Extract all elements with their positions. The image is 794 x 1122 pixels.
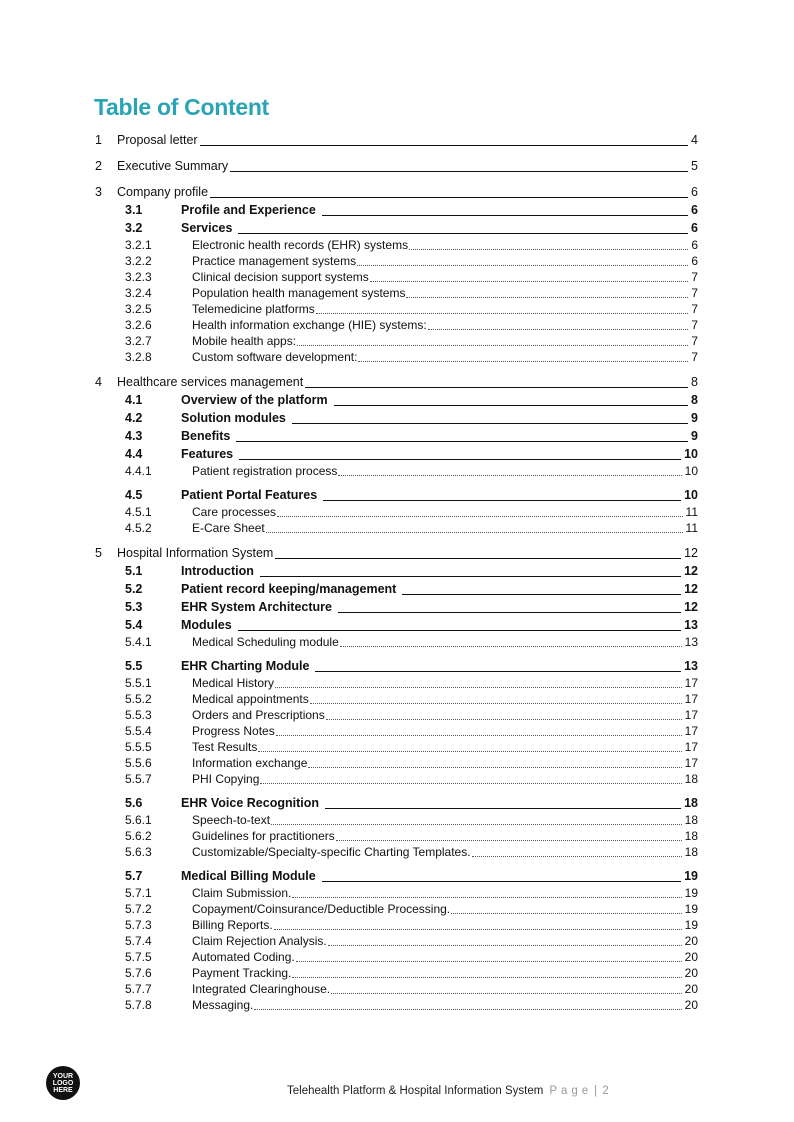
toc-entry-number: 5.7.2 (125, 902, 152, 916)
toc-entry-title: Modules (181, 618, 232, 632)
toc-entry-number: 4.2 (125, 411, 143, 425)
toc-entry-number: 5.4 (125, 618, 143, 632)
toc-entry-page: 6 (691, 254, 698, 268)
footer-page-number: 2 (602, 1085, 609, 1097)
toc-entry-number: 5.5 (125, 659, 143, 673)
toc-entry-number: 5.4.1 (125, 635, 152, 649)
toc-entry-page: 17 (684, 724, 698, 738)
toc-leader (238, 233, 688, 234)
toc-entry-title: Billing Reports. (192, 918, 273, 932)
toc-entry[interactable] (95, 486, 698, 504)
toc-entry-number: 5 (95, 546, 102, 560)
toc-leader (315, 671, 681, 672)
toc-entry[interactable] (95, 981, 698, 997)
toc-entry[interactable] (95, 794, 698, 812)
toc-leader (238, 630, 681, 631)
toc-entry-number: 5.7.6 (125, 966, 152, 980)
toc-entry-number: 3 (95, 185, 102, 199)
toc-entry-title: Speech-to-text (192, 813, 271, 827)
toc-entry[interactable] (95, 237, 698, 253)
toc-leader (297, 345, 688, 346)
toc-entry-number: 3.2.3 (125, 270, 152, 284)
toc-entry-page: 13 (684, 659, 698, 673)
toc-entry-title: Payment Tracking. (192, 966, 292, 980)
footer-doc-title: Telehealth Platform & Hospital Information System (287, 1085, 544, 1097)
toc-leader (258, 751, 681, 752)
toc-entry-title: Benefits (181, 429, 231, 443)
toc-entry-page: 13 (684, 618, 698, 632)
toc-entry-number: 5.6.1 (125, 813, 152, 827)
toc-entry-page: 7 (691, 350, 698, 364)
toc-entry[interactable] (95, 598, 698, 616)
toc-entry[interactable] (95, 616, 698, 634)
toc-leader (266, 532, 683, 533)
toc-entry-number: 5.7.1 (125, 886, 152, 900)
toc-leader (328, 945, 682, 946)
toc-leader (296, 961, 682, 962)
toc-entry[interactable] (95, 349, 698, 365)
toc-entry-page: 17 (684, 676, 698, 690)
toc-entry-page: 10 (684, 447, 698, 461)
toc-entry[interactable] (95, 723, 698, 739)
toc-entry[interactable] (95, 391, 698, 409)
toc-entry-title: Telemedicine platforms (192, 302, 315, 316)
toc-entry[interactable] (95, 157, 698, 175)
toc-entry-number: 1 (95, 133, 102, 147)
toc-entry-page: 10 (684, 488, 698, 502)
toc-entry-title: Population health management systems (192, 286, 406, 300)
toc-entry[interactable] (95, 771, 698, 787)
toc-entry-number: 4.4 (125, 447, 143, 461)
toc-entry[interactable] (95, 253, 698, 269)
toc-entry-page: 20 (684, 998, 698, 1012)
toc-entry-page: 7 (691, 270, 698, 284)
toc-entry-number: 4 (95, 375, 102, 389)
toc-entry-number: 5.1 (125, 564, 143, 578)
toc-entry-number: 4.3 (125, 429, 143, 443)
toc-entry-title: Hospital Information System (117, 546, 274, 560)
toc-entry[interactable] (95, 317, 698, 333)
toc-entry-page: 17 (684, 708, 698, 722)
toc-entry-number: 3.2.8 (125, 350, 152, 364)
toc-entry-page: 13 (684, 635, 698, 649)
toc-entry[interactable] (95, 373, 698, 391)
toc-entry[interactable] (95, 333, 698, 349)
toc-entry-title: Overview of the platform (181, 393, 328, 407)
toc-leader (236, 441, 688, 442)
toc-entry[interactable] (95, 965, 698, 981)
toc-entry-page: 6 (691, 203, 698, 217)
toc-entry[interactable] (95, 562, 698, 580)
toc-entry-number: 4.4.1 (125, 464, 152, 478)
toc-entry-title: Executive Summary (117, 159, 229, 173)
toc-entry-number: 5.5.7 (125, 772, 152, 786)
toc-entry-page: 19 (684, 869, 698, 883)
toc-entry-page: 20 (684, 982, 698, 996)
toc-leader (292, 897, 681, 898)
toc-entry[interactable] (95, 812, 698, 828)
logo-line: LOGO (52, 1079, 74, 1087)
toc-entry[interactable] (95, 691, 698, 707)
toc-entry[interactable] (95, 739, 698, 755)
toc-leader (325, 808, 681, 809)
toc-entry-page: 9 (691, 411, 698, 425)
toc-entry-title: EHR Voice Recognition (181, 796, 319, 810)
toc-leader (358, 361, 688, 362)
toc-entry-number: 2 (95, 159, 102, 173)
toc-leader (326, 719, 682, 720)
toc-entry[interactable] (95, 520, 698, 536)
toc-entry-number: 5.7.8 (125, 998, 152, 1012)
toc-leader (276, 735, 682, 736)
toc-entry-page: 12 (684, 600, 698, 614)
toc-entry-title: E-Care Sheet (192, 521, 265, 535)
toc-entry-page: 7 (691, 302, 698, 316)
toc-entry-title: Medical Scheduling module (192, 635, 339, 649)
toc-entry[interactable] (95, 828, 698, 844)
toc-leader (239, 459, 681, 460)
toc-entry-number: 5.6.2 (125, 829, 152, 843)
toc-entry-title: Health information exchange (HIE) systems: (192, 318, 427, 332)
logo-line: YOUR (52, 1072, 74, 1080)
toc-leader (370, 281, 689, 282)
toc-leader (409, 249, 688, 250)
toc-entry[interactable] (95, 463, 698, 479)
toc-entry[interactable] (95, 219, 698, 237)
toc-entry[interactable] (95, 131, 698, 149)
toc-entry[interactable] (95, 997, 698, 1013)
toc-entry-number: 4.5.2 (125, 521, 152, 535)
toc-entry-page: 4 (691, 133, 698, 147)
toc-entry[interactable] (95, 504, 698, 520)
toc-leader (230, 171, 688, 172)
toc-entry-number: 3.2.6 (125, 318, 152, 332)
table-of-contents (95, 131, 698, 1013)
toc-entry[interactable] (95, 409, 698, 427)
toc-entry-page: 18 (684, 813, 698, 827)
toc-leader (275, 558, 681, 559)
toc-entry-number: 3.2.7 (125, 334, 152, 348)
toc-entry-page: 18 (684, 796, 698, 810)
toc-leader (308, 767, 681, 768)
toc-entry-page: 20 (684, 934, 698, 948)
toc-entry-title: Company profile (117, 185, 209, 199)
toc-entry[interactable] (95, 917, 698, 933)
toc-entry-title: Messaging. (192, 998, 254, 1012)
toc-entry[interactable] (95, 867, 698, 885)
toc-entry-number: 5.2 (125, 582, 143, 596)
toc-entry-page: 8 (691, 393, 698, 407)
toc-entry-title: Automated Coding. (192, 950, 295, 964)
toc-entry-number: 5.5.6 (125, 756, 152, 770)
toc-entry-number: 5.7.5 (125, 950, 152, 964)
toc-entry-number: 5.5.3 (125, 708, 152, 722)
toc-entry-title: Guidelines for practitioners (192, 829, 335, 843)
toc-entry-number: 5.7.4 (125, 934, 152, 948)
toc-entry-title: Features (181, 447, 234, 461)
toc-entry-title: Progress Notes (192, 724, 275, 738)
toc-leader (310, 703, 682, 704)
footer-page-label: Page (549, 1085, 593, 1097)
toc-leader (305, 387, 688, 388)
toc-entry-number: 3.2.5 (125, 302, 152, 316)
toc-leader (292, 423, 688, 424)
toc-leader (357, 265, 688, 266)
toc-entry-page: 7 (691, 334, 698, 348)
toc-entry-title: Solution modules (181, 411, 286, 425)
toc-leader (338, 475, 681, 476)
toc-entry[interactable] (95, 634, 698, 650)
toc-entry[interactable] (95, 844, 698, 860)
toc-entry-title: Claim Submission. (192, 886, 292, 900)
toc-entry-page: 10 (684, 464, 698, 478)
toc-entry-page: 6 (691, 221, 698, 235)
toc-entry-title: Clinical decision support systems (192, 270, 369, 284)
toc-entry[interactable] (95, 949, 698, 965)
toc-entry-title: Proposal letter (117, 133, 198, 147)
toc-entry-page: 6 (691, 185, 698, 199)
toc-entry[interactable] (95, 269, 698, 285)
toc-leader (323, 500, 681, 501)
toc-entry-title: EHR System Architecture (181, 600, 332, 614)
toc-entry-page: 17 (684, 756, 698, 770)
toc-entry-title: Introduction (181, 564, 254, 578)
toc-entry[interactable] (95, 301, 698, 317)
toc-entry-number: 4.1 (125, 393, 143, 407)
toc-leader (338, 612, 681, 613)
toc-leader (322, 881, 681, 882)
toc-leader (274, 929, 682, 930)
toc-entry-title: Integrated Clearinghouse. (192, 982, 331, 996)
toc-entry-number: 5.5.5 (125, 740, 152, 754)
toc-entry-number: 5.5.2 (125, 692, 152, 706)
toc-entry[interactable] (95, 901, 698, 917)
toc-leader (316, 313, 689, 314)
toc-entry-title: Medical appointments (192, 692, 309, 706)
toc-entry-title: Customizable/Specialty-specific Charting Templates. (192, 845, 471, 859)
toc-entry-title: Patient record keeping/management (181, 582, 397, 596)
toc-entry-page: 5 (691, 159, 698, 173)
toc-entry[interactable] (95, 675, 698, 691)
toc-entry-number: 5.6.3 (125, 845, 152, 859)
toc-leader (340, 646, 682, 647)
toc-entry-page: 11 (685, 505, 698, 519)
toc-entry[interactable] (95, 544, 698, 562)
toc-leader (331, 993, 682, 994)
toc-entry-title: Healthcare services management (117, 375, 304, 389)
toc-entry-page: 19 (684, 918, 698, 932)
toc-entry[interactable] (95, 580, 698, 598)
toc-entry-page: 17 (684, 740, 698, 754)
toc-entry[interactable] (95, 707, 698, 723)
toc-leader (334, 405, 688, 406)
toc-entry-number: 3.2.4 (125, 286, 152, 300)
toc-leader (260, 783, 681, 784)
toc-leader (451, 913, 682, 914)
footer-separator: | (594, 1085, 598, 1097)
toc-entry[interactable] (95, 933, 698, 949)
toc-entry-number: 4.5 (125, 488, 143, 502)
toc-entry-title: PHI Copying (192, 772, 260, 786)
toc-entry-number: 3.2.1 (125, 238, 152, 252)
toc-leader (336, 840, 682, 841)
toc-entry-title: Medical Billing Module (181, 869, 316, 883)
toc-leader (428, 329, 689, 330)
toc-leader (402, 594, 681, 595)
toc-entry-title: Medical History (192, 676, 275, 690)
page-title: Table of Content (94, 94, 269, 120)
toc-entry-title: Electronic health records (EHR) systems (192, 238, 409, 252)
toc-entry-number: 5.5.4 (125, 724, 152, 738)
toc-leader (210, 197, 688, 198)
toc-entry[interactable] (95, 201, 698, 219)
toc-leader (260, 576, 681, 577)
toc-entry[interactable] (95, 885, 698, 901)
toc-entry-page: 11 (685, 521, 698, 535)
toc-entry-page: 17 (684, 692, 698, 706)
toc-leader (406, 297, 688, 298)
toc-entry-page: 18 (684, 772, 698, 786)
toc-entry-title: Test Results (192, 740, 258, 754)
toc-entry-page: 12 (684, 582, 698, 596)
toc-leader (472, 856, 682, 857)
toc-entry-title: Practice management systems (192, 254, 357, 268)
toc-entry-number: 5.7.7 (125, 982, 152, 996)
toc-entry-title: Custom software development: (192, 350, 358, 364)
toc-entry-page: 18 (684, 829, 698, 843)
toc-entry-title: Care processes (192, 505, 277, 519)
toc-entry-number: 5.3 (125, 600, 143, 614)
toc-entry-page: 6 (691, 238, 698, 252)
toc-entry-title: EHR Charting Module (181, 659, 310, 673)
toc-entry-page: 7 (691, 318, 698, 332)
toc-entry-number: 5.7.3 (125, 918, 152, 932)
toc-entry-number: 5.6 (125, 796, 143, 810)
toc-entry-number: 3.1 (125, 203, 143, 217)
toc-entry-number: 5.5.1 (125, 676, 152, 690)
toc-entry[interactable] (95, 657, 698, 675)
page-footer (287, 1085, 609, 1097)
toc-entry-title: Information exchange (192, 756, 308, 770)
toc-entry-page: 12 (684, 564, 698, 578)
toc-entry-page: 19 (684, 902, 698, 916)
toc-entry-page: 9 (691, 429, 698, 443)
logo-line: HERE (53, 1086, 73, 1094)
toc-entry-title: Orders and Prescriptions (192, 708, 325, 722)
toc-leader (200, 145, 688, 146)
toc-entry[interactable] (95, 427, 698, 445)
toc-leader (277, 516, 682, 517)
toc-entry-page: 8 (691, 375, 698, 389)
toc-entry-title: Copayment/Coinsurance/Deductible Processing. (192, 902, 451, 916)
toc-entry-number: 3.2.2 (125, 254, 152, 268)
toc-entry-number: 4.5.1 (125, 505, 152, 519)
toc-entry-number: 3.2 (125, 221, 143, 235)
toc-entry-number: 5.7 (125, 869, 143, 883)
toc-entry[interactable] (95, 755, 698, 771)
toc-entry-title: Claim Rejection Analysis. (192, 934, 327, 948)
toc-leader (254, 1009, 681, 1010)
toc-entry-page: 19 (684, 886, 698, 900)
toc-entry-page: 12 (684, 546, 698, 560)
toc-entry[interactable] (95, 183, 698, 201)
logo-placeholder (46, 1066, 80, 1100)
toc-entry-page: 20 (684, 966, 698, 980)
toc-entry-page: 7 (691, 286, 698, 300)
toc-entry-title: Patient registration process (192, 464, 338, 478)
toc-leader (292, 977, 681, 978)
toc-leader (271, 824, 682, 825)
toc-entry[interactable] (95, 445, 698, 463)
toc-entry-title: Patient Portal Features (181, 488, 318, 502)
toc-leader (322, 215, 688, 216)
toc-entry-title: Services (181, 221, 233, 235)
toc-entry-page: 18 (684, 845, 698, 859)
toc-entry-page: 20 (684, 950, 698, 964)
toc-entry-title: Mobile health apps: (192, 334, 297, 348)
toc-entry-title: Profile and Experience (181, 203, 316, 217)
toc-leader (275, 687, 682, 688)
toc-entry[interactable] (95, 285, 698, 301)
